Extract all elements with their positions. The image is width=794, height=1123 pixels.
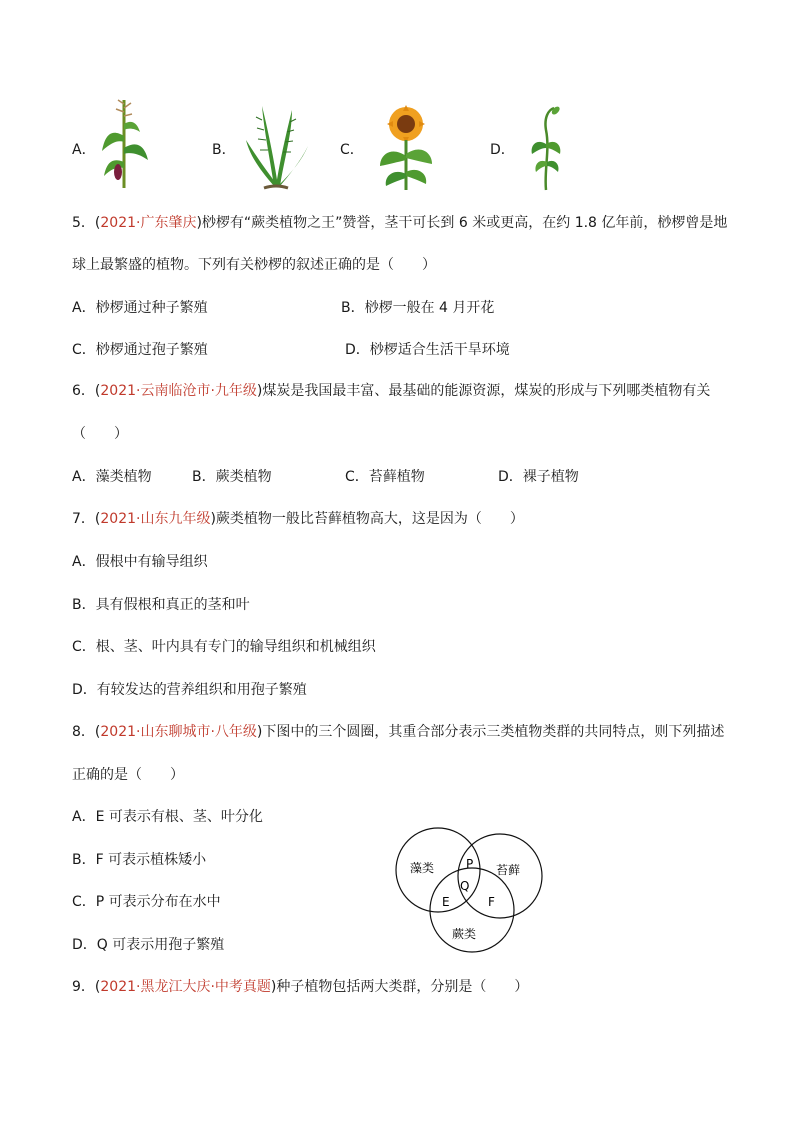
q8-stem-text1: )下图中的三个圆圈，其重合部分表示三类植物类群的共同特点，则下列描述 (256, 724, 725, 740)
venn-label-q: Q (460, 879, 470, 893)
q6-stem-text1: )煤炭是我国最丰富、最基础的能源资源，煤炭的形成与下列哪类植物有关 (256, 383, 711, 399)
q8-stem-line1 (72, 723, 724, 741)
q9-number: 9．( (72, 979, 101, 995)
q8-source: 2021·山东聊城市·八年级 (100, 724, 257, 740)
q4-option-b-letter: B． (212, 142, 236, 158)
venn-label-e: E (442, 895, 450, 909)
q9-stem-text1: )种子植物包括两大类群，分别是（ ） (270, 979, 529, 995)
q6-source: 2021·云南临沧市·九年级 (100, 383, 257, 399)
q7-option-c: C．根、茎、叶内具有专门的输导组织和机械组织 (72, 639, 376, 655)
q6-option-c: C．苔藓植物 (345, 469, 425, 485)
q6-stem-line1 (72, 382, 710, 400)
q5-option-c: C．桫椤通过孢子繁殖 (72, 342, 208, 358)
q5-option-b: B．桫椤一般在 4 月开花 (341, 300, 495, 316)
q8-option-c: C．P 可表示分布在水中 (72, 894, 221, 910)
venn-label-p: P (466, 857, 474, 871)
q5-source: 2021·广东肇庆 (100, 215, 197, 231)
bean-seedling-icon (526, 100, 566, 194)
sunflower-plant-icon (376, 104, 436, 192)
q8-number: 8．( (72, 724, 101, 740)
venn-label-fern: 蕨类 (452, 927, 477, 941)
q4-option-d-letter: D． (490, 142, 515, 158)
q5-stem-line2: 球上最繁盛的植物。下列有关桫椤的叙述正确的是（ ） (72, 257, 436, 273)
q9-source: 2021·黑龙江大庆·中考真题 (100, 979, 271, 995)
q6-number: 6．( (72, 383, 101, 399)
q7-option-b: B．具有假根和真正的茎和叶 (72, 597, 250, 613)
q4-option-c-letter: C． (340, 142, 364, 158)
q7-stem-line1 (72, 510, 524, 528)
q5-number: 5．( (72, 215, 101, 231)
q5-stem-line1 (72, 214, 727, 232)
q7-option-d: D．有较发达的营养组织和用孢子繁殖 (72, 682, 307, 698)
q6-stem-line2: （ ） (72, 426, 128, 442)
venn-diagram (394, 826, 548, 956)
q9-stem-line1 (72, 978, 528, 996)
q8-option-b: B．F 可表示植株矮小 (72, 852, 207, 868)
venn-label-f: F (488, 895, 495, 909)
q8-option-a: A．E 可表示有根、茎、叶分化 (72, 809, 263, 825)
q7-stem-text1: )蕨类植物一般比苔藓植物高大，这是因为（ ） (210, 511, 524, 527)
q5-option-d: D．桫椤适合生活干旱环境 (345, 342, 510, 358)
q7-option-a: A．假根中有输导组织 (72, 554, 208, 570)
q6-option-b: B．蕨类植物 (192, 469, 272, 485)
q6-option-a: A．藻类植物 (72, 469, 152, 485)
q7-number: 7．( (72, 511, 101, 527)
venn-label-algae: 藻类 (410, 861, 435, 875)
fern-plant-icon (240, 100, 312, 192)
q6-option-d: D．裸子植物 (498, 469, 579, 485)
q5-option-a: A．桫椤通过种子繁殖 (72, 300, 208, 316)
corn-plant-icon (98, 96, 150, 192)
q4-option-a-letter: A． (72, 142, 96, 158)
q8-option-d: D．Q 可表示用孢子繁殖 (72, 937, 225, 953)
q8-stem-line2: 正确的是（ ） (72, 767, 184, 783)
q7-source: 2021·山东九年级 (100, 511, 211, 527)
venn-label-moss: 苔藓 (496, 863, 521, 877)
q5-stem-text1: )桫椤有“蕨类植物之王”赞誉，茎干可长到 6 米或更高，在约 1.8 亿年前，桫椤曾是地 (196, 215, 728, 231)
